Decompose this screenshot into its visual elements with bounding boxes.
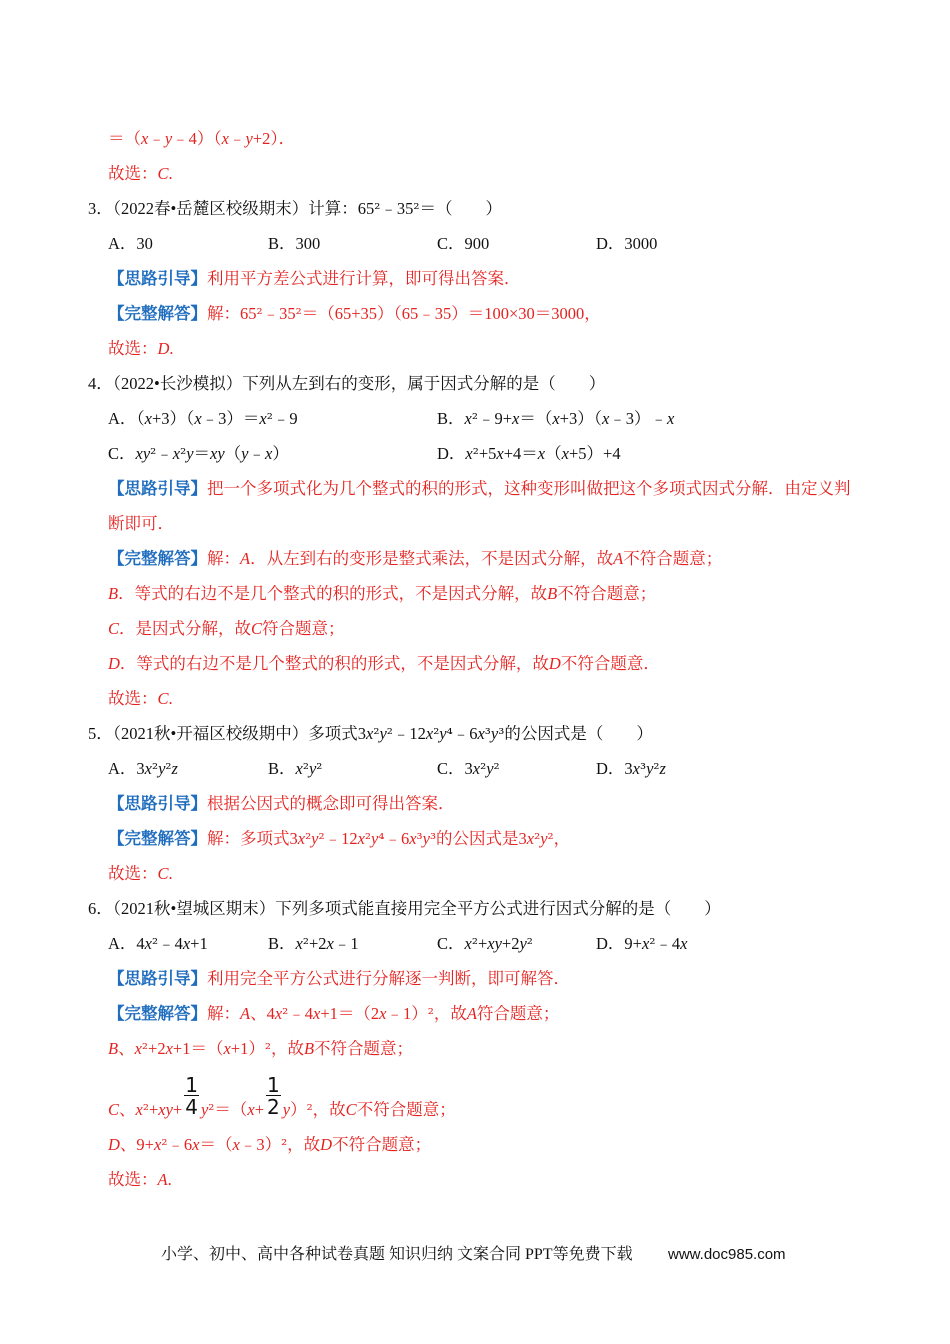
math-variable: B (108, 1039, 119, 1058)
solution-line (0, 296, 950, 331)
solution-text: y²＝（x+ (200, 1100, 265, 1119)
superscript-exponent: ² (142, 1101, 149, 1119)
math-variable: B (303, 1039, 315, 1058)
option-b (268, 751, 322, 787)
option-c (108, 436, 289, 472)
question-number: 4． (88, 374, 113, 393)
math-variable: x (172, 444, 181, 463)
option-label: A． (108, 934, 137, 953)
option-a (108, 226, 153, 261)
math-variable: x (632, 759, 640, 778)
option-label: B． (437, 409, 465, 428)
math-variable: D (157, 339, 170, 358)
question-stem: （2021秋•开福区校级期中）多项式3x²y²﹣12x²y⁴﹣6x³y³的公因式是（ ） (112, 724, 653, 743)
math-variable: x (465, 444, 473, 463)
superscript-exponent: ³ (498, 725, 505, 743)
solution-line-d: D、9+x²﹣6x＝（x﹣3）²，故D不符合题意； (108, 1135, 432, 1154)
superscript-exponent: ² (653, 760, 660, 778)
math-variable: x (135, 1100, 143, 1119)
footer-site-link: www.doc985.com (668, 1246, 786, 1263)
option-b (437, 401, 674, 437)
superscript-exponent: ² (305, 830, 312, 848)
superscript-exponent: ² (152, 760, 159, 778)
math-variable: x (295, 934, 303, 953)
solution-tag: 【完整解答】 (108, 304, 207, 323)
superscript-exponent: ² (306, 1101, 313, 1119)
math-variable: y (646, 759, 654, 778)
document-page (0, 121, 950, 1197)
superscript-exponent: ² (152, 935, 159, 953)
hint-tag: 【思路引导】 (108, 269, 207, 288)
math-variable: y (490, 724, 499, 743)
superscript-exponent: ² (526, 935, 533, 953)
question-stem: （2022春•岳麓区校级期末）计算：65²﹣35²＝（ ） (112, 199, 502, 218)
fraction-numerator: 1 (267, 1073, 280, 1097)
superscript-exponent: ² (208, 1101, 215, 1119)
answer-choice: 故选：C. (108, 864, 173, 883)
math-variable: D (108, 654, 120, 673)
question-number: 6． (88, 899, 113, 918)
math-variable: x (274, 1004, 283, 1023)
math-variable: xy (158, 1100, 173, 1119)
option-label: C． (437, 759, 465, 778)
math-variable: x (144, 934, 152, 953)
option-d (437, 436, 621, 472)
option-a (108, 926, 208, 962)
option-label: A． (108, 759, 137, 778)
solution-text: 解：A、4x²﹣4x+1＝（2x﹣1）²，故A符合题意； (207, 1004, 560, 1023)
math-variable: C (345, 1100, 357, 1119)
math-variable: x (295, 759, 303, 778)
option-a (108, 751, 178, 787)
option-label: B． (268, 934, 296, 953)
question-6 (0, 891, 950, 926)
math-variable: B (108, 584, 119, 603)
hint-tag: 【思路引导】 (108, 969, 207, 988)
superscript-exponent: ² (295, 305, 302, 323)
superscript-exponent: ² (318, 830, 325, 848)
answer-choice: 故选：C. (108, 689, 173, 708)
options-row (0, 436, 950, 471)
solution-line-d: D．等式的右边不是几个整式的积的形式，不是因式分解，故D不符合题意． (108, 654, 660, 673)
option-a (108, 401, 298, 437)
math-variable: x (425, 724, 434, 743)
options-row (0, 926, 950, 961)
superscript-exponent: ² (281, 1136, 288, 1154)
math-variable: xy (487, 934, 502, 953)
math-variable: C (251, 619, 263, 638)
math-variable: x (134, 1039, 142, 1058)
math-variable: x (259, 409, 267, 428)
question-stem: （2021秋•望城区期末）下列多项式能直接用完全平方公式进行因式分解的是（ ） (112, 899, 721, 918)
option-text: 300 (295, 234, 321, 253)
hint-tag: 【思路引导】 (108, 794, 207, 813)
superscript-exponent: ² (302, 935, 309, 953)
option-d (596, 926, 687, 962)
option-text: x²+2x﹣1 (295, 934, 359, 953)
hint-tag: 【思路引导】 (108, 479, 207, 498)
math-variable: x (496, 444, 504, 463)
option-text: 3x²y² (464, 759, 500, 778)
superscript-exponent: ² (547, 830, 554, 848)
solution-text: y）²，故C不符合题意； (282, 1100, 456, 1119)
fraction-one-fourth (184, 1073, 199, 1119)
math-variable: xy (210, 444, 225, 463)
page-footer (0, 1243, 950, 1267)
question-number: 3． (88, 199, 113, 218)
math-variable: C (108, 619, 120, 638)
option-label: C． (108, 444, 136, 463)
math-variable: A (240, 1004, 251, 1023)
solution-text: 解：多项式3x²y²﹣12x²y⁴﹣6x³y³的公因式是3x²y²， (207, 829, 571, 848)
math-variable: y (519, 934, 527, 953)
math-variable: x (144, 409, 152, 428)
answer-choice: 故选：A. (108, 1170, 172, 1189)
math-variable: x (265, 444, 273, 463)
options-row (0, 401, 950, 436)
math-variable: x (667, 409, 675, 428)
math-variable: x (182, 934, 191, 953)
superscript-exponent: ³ (484, 725, 491, 743)
math-variable: xy (135, 444, 151, 463)
math-variable: x (144, 759, 152, 778)
option-text: 3x³y²z (624, 759, 666, 778)
superscript-exponent: ² (534, 830, 541, 848)
option-b (268, 926, 359, 962)
superscript-exponent: ³ (640, 760, 647, 778)
superscript-exponent: ² (161, 1136, 168, 1154)
question-stem: （2022•长沙模拟）下列从左到右的变形，属于因式分解的是（ ） (112, 374, 606, 393)
option-label: D． (596, 234, 625, 253)
math-variable: x (165, 1039, 173, 1058)
math-variable: y (245, 129, 253, 148)
answer-choice: 故选：D. (108, 339, 174, 358)
superscript-exponent: ² (373, 725, 380, 743)
solution-text: 解：65²﹣35²＝（65+35）（65﹣35）＝100×30＝3000， (207, 304, 601, 323)
option-label: D． (596, 759, 625, 778)
math-variable: C (157, 864, 169, 883)
option-text: （x+3）（x﹣3）＝x²﹣9 (136, 409, 298, 428)
math-variable: x (232, 1135, 240, 1154)
solution-line (0, 821, 950, 856)
superscript-exponent: ² (264, 1040, 271, 1058)
superscript-exponent: ² (282, 1005, 289, 1023)
superscript-exponent: ² (386, 725, 393, 743)
options-row (0, 751, 950, 786)
math-variable: z (171, 759, 178, 778)
math-variable: y (200, 1100, 209, 1119)
superscript-exponent: ² (374, 200, 381, 218)
option-c (437, 926, 533, 962)
superscript-exponent: ⁴ (378, 830, 385, 848)
math-variable: x (472, 759, 481, 778)
hint-line (0, 961, 950, 996)
math-variable: x (221, 129, 229, 148)
math-variable: y (379, 724, 387, 743)
superscript-exponent: ² (316, 760, 323, 778)
option-label: A． (108, 234, 137, 253)
solution-line-c: C．是因式分解，故C符合题意； (108, 619, 345, 638)
solution-text: 解：A．从左到右的变形是整式乘法，不是因式分解，故A不符合题意； (207, 549, 723, 568)
fraction-numerator: 1 (185, 1073, 198, 1097)
math-variable: A (157, 1170, 168, 1189)
math-variable: D (548, 654, 561, 673)
math-variable: x (526, 829, 535, 848)
math-variable: y (439, 724, 447, 743)
superscript-exponent: ² (433, 725, 440, 743)
option-c (437, 751, 500, 787)
hint-text-continued: 断即可． (108, 514, 174, 533)
math-variable: C (157, 164, 169, 183)
math-variable: x (223, 1039, 231, 1058)
solution-line-b: B．等式的右边不是几个整式的积的形式，不是因式分解，故B不符合题意； (108, 584, 657, 603)
math-variable: x (512, 409, 520, 428)
superscript-exponent: ³ (416, 830, 423, 848)
superscript-exponent: ² (472, 445, 479, 463)
option-label: C． (437, 934, 465, 953)
superscript-exponent: ³ (429, 830, 437, 848)
math-variable: x (477, 724, 485, 743)
math-variable: x (297, 829, 306, 848)
math-variable: x (641, 934, 650, 953)
math-variable: x (409, 829, 417, 848)
superscript-exponent: ² (413, 200, 420, 218)
solution-line: ＝（x﹣y﹣4）（x﹣y+2）． (108, 129, 296, 148)
fraction-denominator: 2 (267, 1095, 280, 1119)
question-5 (0, 716, 950, 751)
option-d (596, 226, 657, 261)
option-label: A． (108, 409, 137, 428)
math-variable: C (157, 689, 169, 708)
question-4 (0, 366, 950, 401)
superscript-exponent: ² (649, 935, 656, 953)
math-variable: x (537, 444, 546, 463)
option-text: x²﹣9+x＝（x+3）（x﹣3）﹣x (464, 409, 675, 428)
option-text: 3000 (624, 234, 658, 253)
math-variable: y (308, 759, 317, 778)
options-row (0, 226, 950, 261)
math-variable: z (659, 759, 666, 778)
question-3 (0, 191, 950, 226)
math-variable: y (311, 829, 319, 848)
solution-line-b: B、x²+2x+1＝（x+1）²，故B不符合题意； (108, 1039, 414, 1058)
hint-line (0, 471, 950, 506)
option-b (268, 226, 320, 261)
superscript-exponent: ² (480, 760, 487, 778)
math-variable: x (247, 1100, 255, 1119)
math-variable: D (320, 1135, 333, 1154)
math-variable: y (540, 829, 548, 848)
option-text: x²+xy+2y² (464, 934, 533, 953)
superscript-exponent: ² (493, 760, 500, 778)
math-variable: y (158, 759, 166, 778)
superscript-exponent: ⁴ (446, 725, 453, 743)
math-variable: y (186, 444, 194, 463)
solution-tag: 【完整解答】 (108, 1004, 207, 1023)
superscript-exponent: ² (165, 760, 172, 778)
math-variable: x (601, 409, 610, 428)
superscript-exponent: ² (364, 830, 372, 848)
math-variable: A (613, 549, 624, 568)
superscript-exponent: ² (180, 445, 187, 463)
superscript-exponent: ² (302, 760, 309, 778)
hint-text: 利用完全平方公式进行分解逐一判断，即可解答． (207, 969, 570, 988)
hint-text: 利用平方差公式进行计算，即可得出答案． (207, 269, 521, 288)
math-variable: x (153, 1135, 162, 1154)
option-text (296, 759, 323, 778)
math-variable: y (371, 829, 379, 848)
option-label: D． (596, 934, 625, 953)
superscript-exponent: ² (471, 935, 478, 953)
superscript-exponent: ² (427, 1005, 434, 1023)
math-variable: A (466, 1004, 477, 1023)
option-text: 3x²y²z (136, 759, 178, 778)
math-variable: x (464, 934, 472, 953)
solution-line (0, 996, 950, 1031)
solution-text: C、x²+xy+ (108, 1100, 183, 1119)
option-label: B． (268, 759, 296, 778)
math-variable: x (552, 409, 560, 428)
option-label: D． (437, 444, 466, 463)
math-variable: x (313, 1004, 321, 1023)
superscript-exponent: ² (256, 305, 263, 323)
hint-line (0, 786, 950, 821)
fraction-denominator: 4 (185, 1095, 198, 1119)
math-variable: y (164, 129, 173, 148)
superscript-exponent: ² (266, 410, 273, 428)
option-d (596, 751, 666, 787)
solution-line-c (0, 1066, 950, 1127)
option-label: C． (437, 234, 465, 253)
option-c (437, 226, 489, 261)
option-label: B． (268, 234, 296, 253)
solution-tag: 【完整解答】 (108, 829, 207, 848)
math-variable: x (141, 129, 149, 148)
math-variable: A (240, 549, 251, 568)
math-variable: x (194, 409, 202, 428)
option-text: 900 (464, 234, 490, 253)
question-number: 5． (88, 724, 113, 743)
superscript-exponent: ² (150, 445, 157, 463)
math-variable: D (108, 1135, 120, 1154)
hint-text: 根据公因式的概念即可得出答案． (207, 794, 455, 813)
option-text: 4x²﹣4x+1 (136, 934, 208, 953)
superscript-exponent: ² (471, 410, 478, 428)
math-variable: x (357, 829, 365, 848)
math-variable: x (680, 934, 688, 953)
math-variable: y (282, 1100, 291, 1119)
option-text: 30 (136, 234, 153, 253)
superscript-exponent: ² (141, 1040, 149, 1058)
option-text: x²+5x+4＝x（x+5）+4 (465, 444, 621, 463)
math-variable: x (464, 409, 472, 428)
math-variable: x (379, 1004, 387, 1023)
hint-text: 把一个多项式化为几个整式的积的形式，这种变形叫做把这个多项式因式分解．由定义判 (207, 479, 851, 498)
math-variable: B (547, 584, 558, 603)
solution-tag: 【完整解答】 (108, 549, 207, 568)
math-variable: x (366, 724, 374, 743)
math-variable: y (422, 829, 430, 848)
option-text: xy²﹣x²y＝xy（y﹣x） (135, 444, 289, 463)
math-variable: x (561, 444, 569, 463)
fraction-one-half (266, 1073, 281, 1119)
math-variable: y (486, 759, 494, 778)
math-variable: x (192, 1135, 200, 1154)
math-variable: x (326, 934, 334, 953)
option-text: 9+x²﹣4x (624, 934, 688, 953)
hint-line (0, 261, 950, 296)
math-variable: C (108, 1100, 120, 1119)
footer-text: 小学、初中、高中各种试卷真题 知识归纳 文案合同 PPT等免费下载 (161, 1246, 633, 1263)
math-variable: y (241, 444, 249, 463)
solution-line (0, 541, 950, 576)
answer-choice: 故选：C. (108, 164, 173, 183)
